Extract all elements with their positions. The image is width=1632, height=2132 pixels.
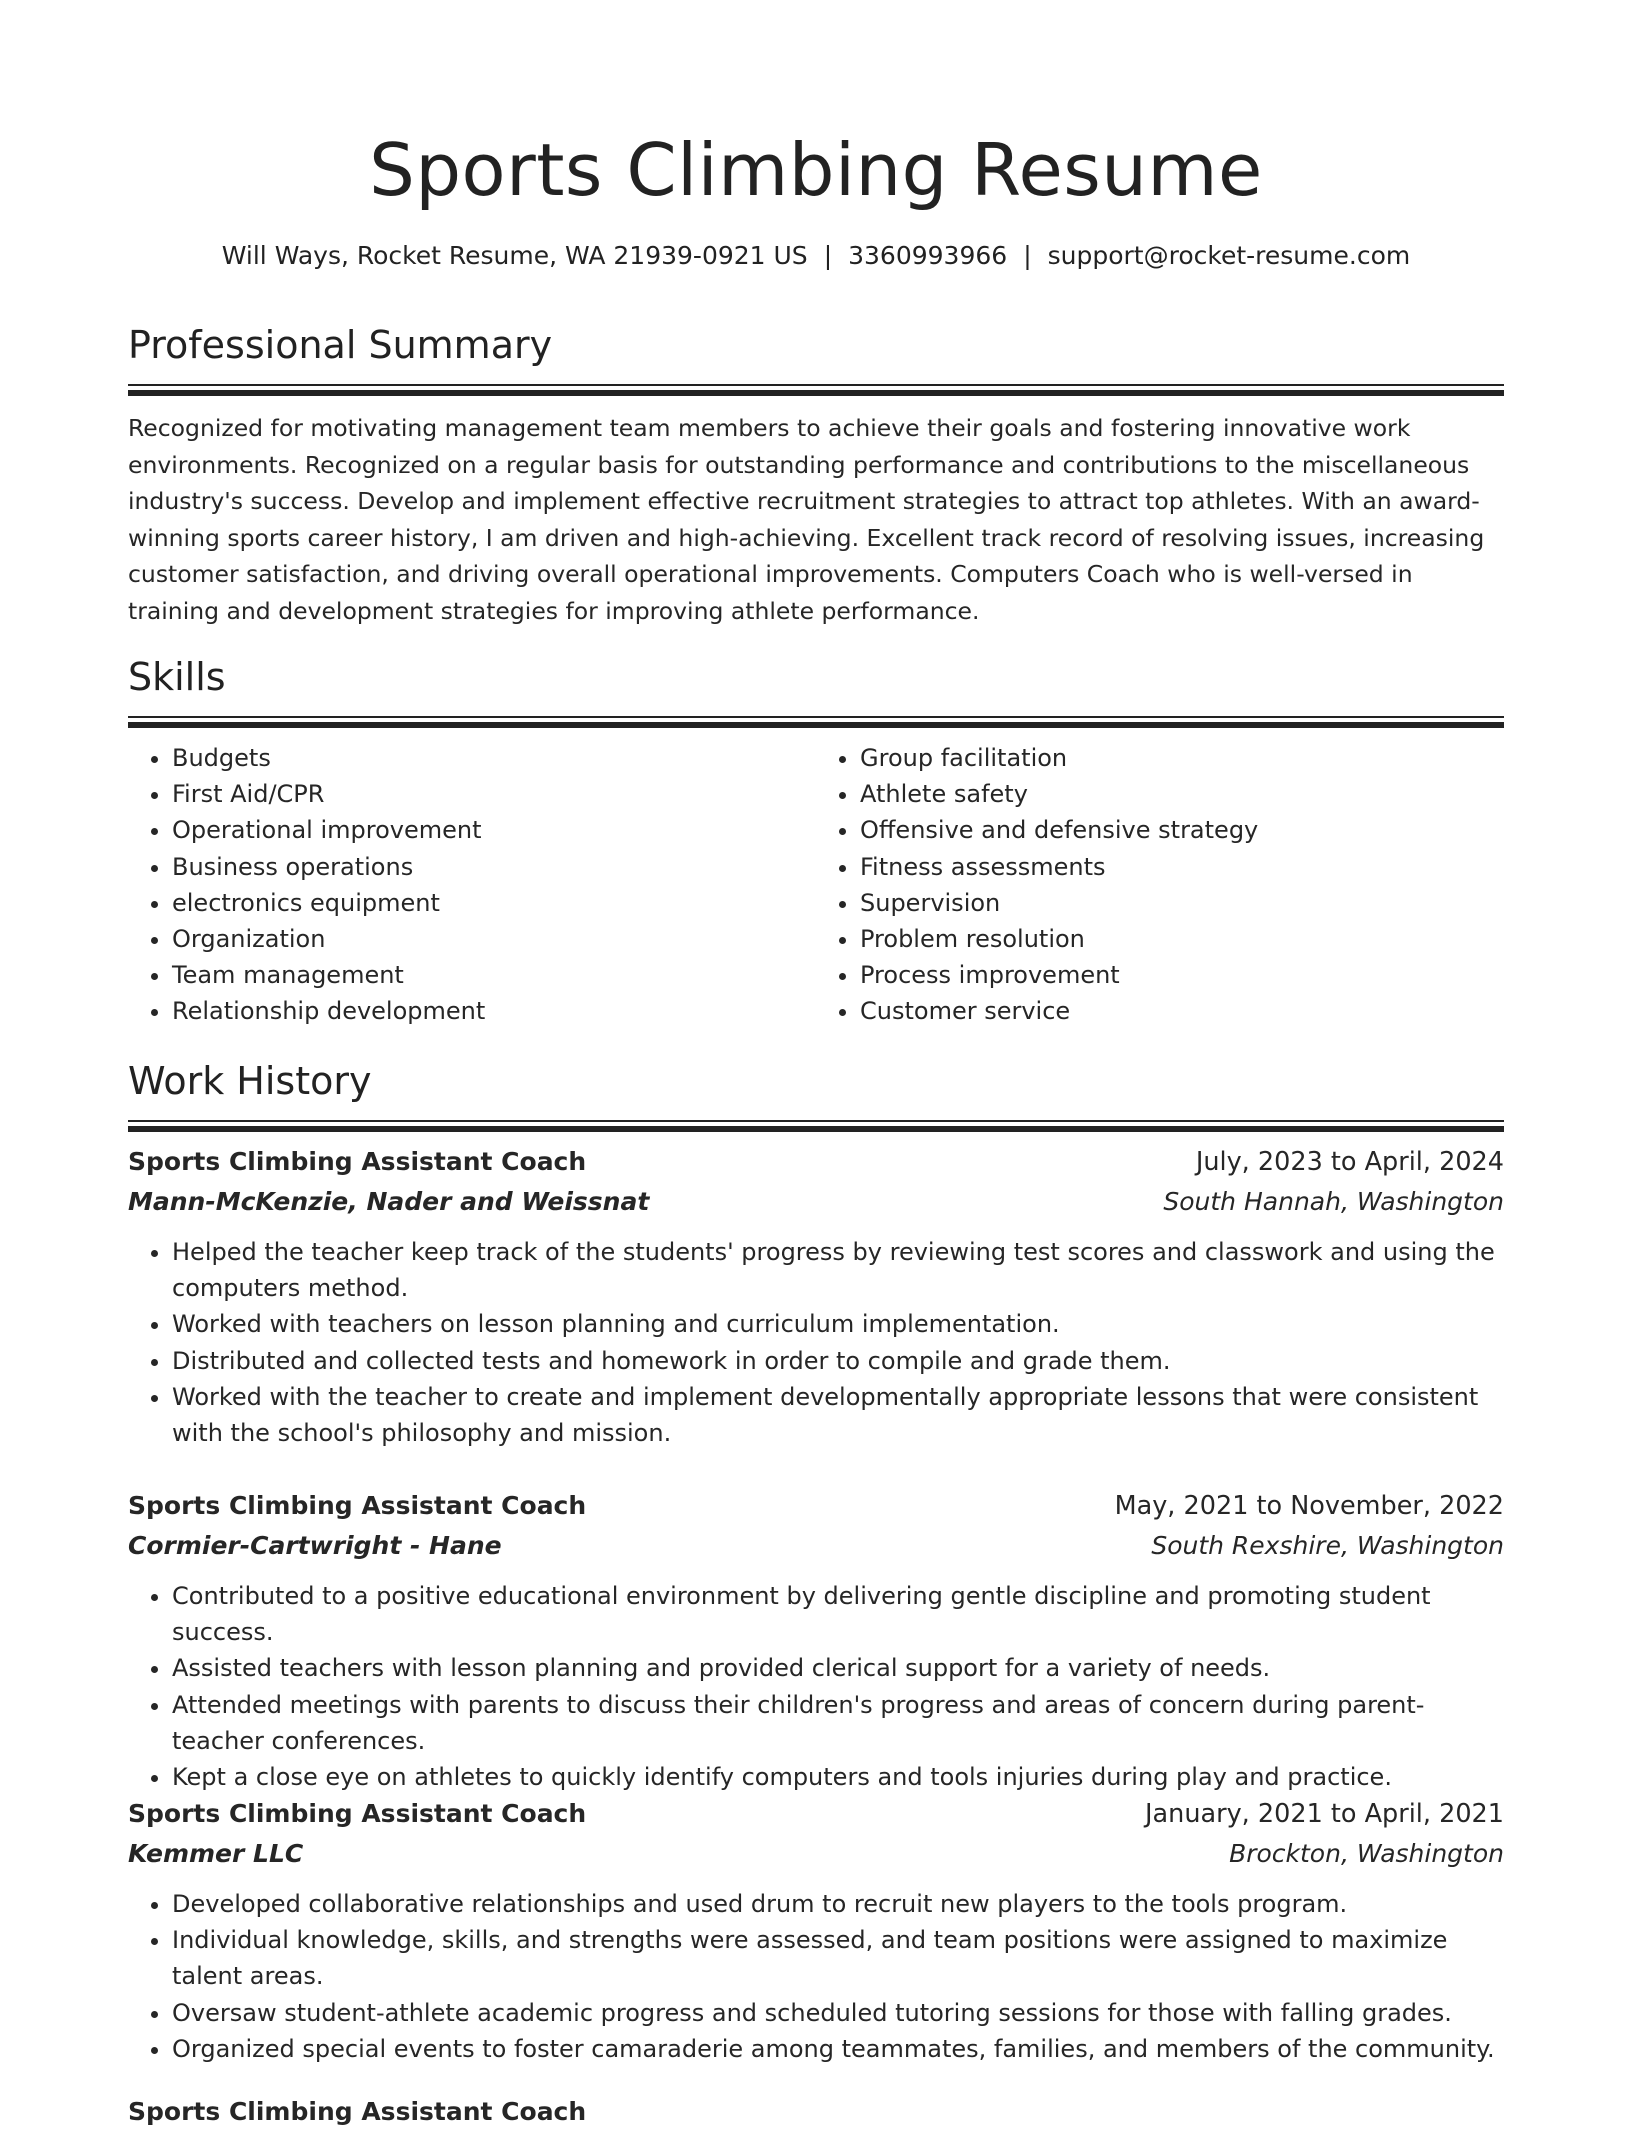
skill-item: • Athlete safety [860,776,1504,812]
work-history-heading: Work History [128,1059,372,1103]
job-bullet: • Assisted teachers with lesson planning and provided clerical support for a variety of needs. [172,1650,1504,1686]
contact-address: Will Ways, Rocket Resume, WA 21939-0921 US [221,241,808,270]
resume-title: Sports Climbing Resume [369,128,1263,212]
summary-heading: Professional Summary [128,323,553,367]
job-bullet: • Organized special events to foster camaraderie among teammates, families, and members of the community. [172,2031,1504,2067]
job-bullet: • Worked with the teacher to create and implement developmentally appropriate lessons that were consistent with the school's philosophy and mission. [172,1379,1504,1451]
job-bullet-list [128,1234,1504,1451]
contact-email[interactable]: support@rocket-resume.com [1047,241,1411,270]
job-bullet: • Oversaw student-athlete academic progress and scheduled tutoring sessions for those with falling grades. [172,1995,1504,2031]
job-bullet: • Helped the teacher keep track of the students' progress by reviewing test scores and classwork and using the computers method. [172,1234,1504,1306]
job-title: Sports Climbing Assistant Coach [128,1147,587,1176]
job-bullet-list [128,1578,1504,1795]
skill-item: • Business operations [172,849,816,885]
job-title: Sports Climbing Assistant Coach [128,1491,587,1520]
skill-item: • electronics equipment [172,885,816,921]
job-header-row [128,1794,1504,1834]
job-dates: May, 2021 to November, 2022 [1114,1491,1504,1521]
job-dates: July, 2023 to April, 2024 [1195,1147,1504,1177]
section-divider [128,722,1504,728]
skill-item: • Group facilitation [860,740,1504,776]
skill-item: • Offensive and defensive strategy [860,812,1504,848]
skills-list-left [128,740,816,1030]
job-header-row [128,1486,1504,1526]
contact-separator: | [823,241,833,270]
job-location: South Rexshire, Washington [1151,1531,1504,1560]
skill-item: • Relationship development [172,993,816,1029]
summary-text: Recognized for motivating management team members to achieve their goals and fostering innovative work environments. Recognized on a regular basis for outstanding performance and contributions to the miscellaneous industry's success. Develop and implement effective recruitment strategies to attract top athletes. With an award-winning sports career history, I am driven and high-achieving. Excellent track record of resolving issues, increasing customer satisfaction, and driving overall operational improvements. Computers Coach who is well-versed in training and development strategies for improving athlete performance. [128,414,1485,625]
job-company-row [128,1526,1504,1566]
job-company-row [128,1182,1504,1222]
job-bullet: • Attended meetings with parents to discuss their children's progress and areas of concern during parent-teacher conferences. [172,1687,1504,1759]
contact-line [128,238,1504,274]
skill-item: • Team management [172,957,816,993]
job-location: South Hannah, Washington [1163,1187,1504,1216]
job-company: Mann-McKenzie, Nader and Weissnat [128,1187,650,1216]
skills-list-right [816,740,1504,1030]
job-entry [128,1794,1504,2067]
contact-phone: 3360993966 [848,241,1008,270]
job-company: Kemmer LLC [128,1839,304,1868]
contact-separator: | [1023,241,1032,270]
skill-item: • Supervision [860,885,1504,921]
job-bullet: • Individual knowledge, skills, and strengths were assessed, and team positions were assigned to maximize talent areas. [172,1922,1504,1994]
skill-item: • First Aid/CPR [172,776,816,812]
job-title: Sports Climbing Assistant Coach [128,1799,587,1828]
skill-item: • Budgets [172,740,816,776]
skill-item: • Operational improvement [172,812,816,848]
skill-item: • Fitness assessments [860,849,1504,885]
section-divider [128,716,1504,718]
work-history-section [128,1056,1504,1132]
skills-section [128,652,1504,1030]
section-divider [128,1126,1504,1132]
skill-item: • Customer service [860,993,1504,1029]
skills-columns [128,740,1504,1030]
job-bullet: • Distributed and collected tests and homework in order to compile and grade them. [172,1343,1504,1379]
skills-heading: Skills [128,655,226,699]
job-company-row [128,1834,1504,1874]
job-entry [128,1142,1504,1451]
job-bullet: • Developed collaborative relationships and used drum to recruit new players to the tools program. [172,1886,1504,1922]
job-header-row [128,1142,1504,1182]
skill-item: • Problem resolution [860,921,1504,957]
job-dates: January, 2021 to April, 2021 [1145,1799,1504,1829]
section-divider [128,384,1504,386]
skill-item: • Organization [172,921,816,957]
job-bullet: • Kept a close eye on athletes to quickly identify computers and tools injuries during play and practice. [172,1759,1504,1795]
job-title-partial: Sports Climbing Assistant Coach [128,2097,587,2126]
summary-section [128,320,1504,629]
job-location: Brockton, Washington [1229,1839,1504,1868]
job-bullet-list [128,1886,1504,2067]
job-entry [128,1486,1504,1795]
section-divider [128,1120,1504,1122]
skill-item: • Process improvement [860,957,1504,993]
job-bullet: • Worked with teachers on lesson planning and curriculum implementation. [172,1306,1504,1342]
job-bullet: • Contributed to a positive educational environment by delivering gentle discipline and promoting student success. [172,1578,1504,1650]
job-company: Cormier-Cartwright - Hane [128,1531,502,1560]
section-divider [128,390,1504,396]
